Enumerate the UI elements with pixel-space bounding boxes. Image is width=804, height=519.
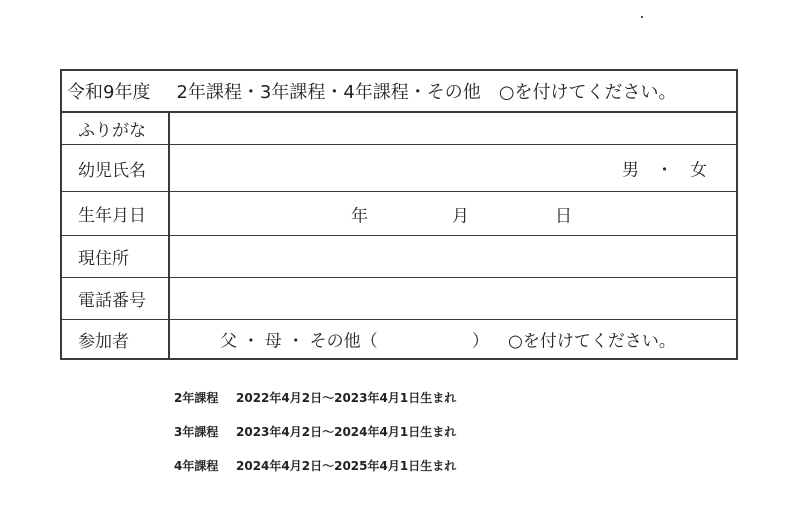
phone-field[interactable] <box>170 278 736 319</box>
fiscal-year-label: 令和9年度 <box>67 82 151 103</box>
course-note-label: 2年課程 <box>174 391 219 405</box>
header-instruction: ○を付けてください。 <box>498 82 677 103</box>
address-field[interactable] <box>170 236 736 277</box>
attendee-label: 参加者 <box>62 320 170 358</box>
attendee-close-paren: ） <box>472 331 489 352</box>
child-name-label: 幼児氏名 <box>62 145 170 191</box>
course-note-3yr <box>174 423 456 440</box>
phone-row <box>62 278 736 320</box>
furigana-label: ふりがな <box>62 113 170 144</box>
course-note-label: 3年課程 <box>174 425 219 439</box>
attendee-options[interactable]: 父 ・ 母 ・ その他（ <box>220 331 378 352</box>
address-row <box>62 236 736 278</box>
child-name-field[interactable] <box>170 145 736 191</box>
child-name-row <box>62 145 736 192</box>
application-form-table <box>60 69 738 360</box>
course-note-label: 4年課程 <box>174 459 219 473</box>
course-note-range: 2022年4月2日～2023年4月1日生まれ <box>236 391 457 405</box>
course-note-range: 2024年4月2日～2025年4月1日生まれ <box>236 459 457 473</box>
birthdate-label: 生年月日 <box>62 192 170 235</box>
phone-label: 電話番号 <box>62 278 170 319</box>
furigana-row <box>62 113 736 145</box>
birthdate-field[interactable] <box>170 192 736 235</box>
address-label: 現住所 <box>62 236 170 277</box>
attendee-row <box>62 320 736 358</box>
course-options[interactable]: 2年課程・3年課程・4年課程・その他 <box>176 82 481 103</box>
form-header-row <box>62 71 736 113</box>
attendee-field[interactable] <box>170 320 736 358</box>
course-note-4yr <box>174 457 456 474</box>
birth-year-unit: 年 <box>351 206 368 226</box>
attendee-instruction: ○を付けてください。 <box>508 331 676 352</box>
course-note-range: 2023年4月2日～2024年4月1日生まれ <box>236 425 457 439</box>
course-note-2yr <box>174 389 456 406</box>
birth-month-unit: 月 <box>452 206 469 226</box>
scan-speck <box>641 16 643 18</box>
furigana-field[interactable] <box>170 113 736 144</box>
gender-options[interactable]: 男 ・ 女 <box>622 160 707 181</box>
birth-day-unit: 日 <box>555 206 572 226</box>
birthdate-row <box>62 192 736 236</box>
